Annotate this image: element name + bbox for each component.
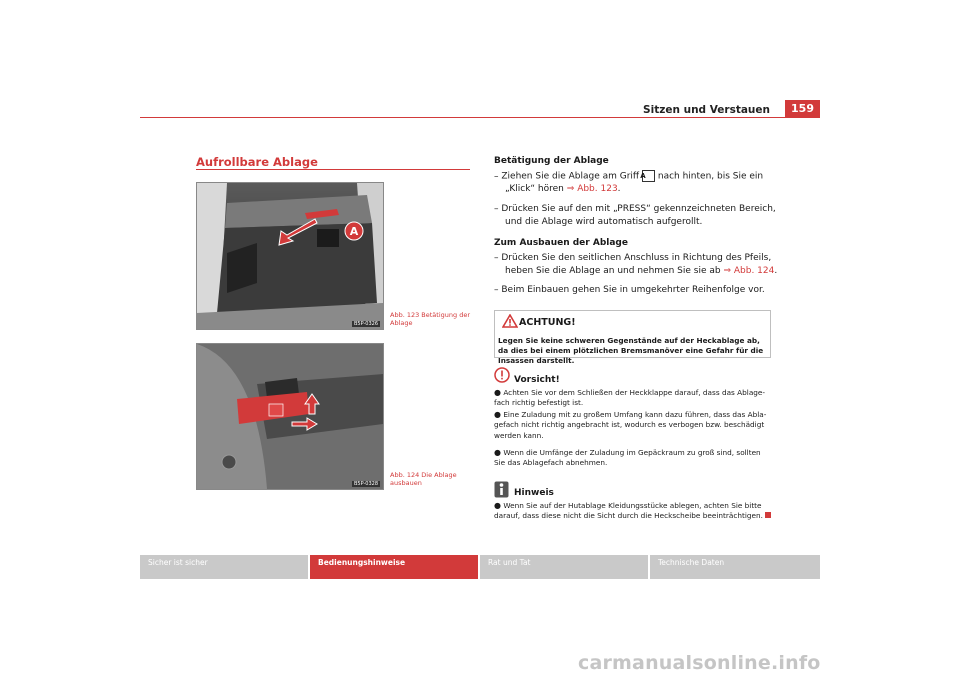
watermark: carmanualsonline.info: [578, 652, 821, 674]
caution-item: ● Achten Sie vor dem Schließen der Heckklappe darauf, dass das Ablage-fach richtig befestigt ist.: [494, 388, 766, 408]
figure-ref-123[interactable]: Abb. 123: [577, 184, 618, 194]
section-title: Aufrollbare Ablage: [196, 155, 318, 169]
warning-triangle-icon: [502, 314, 518, 328]
note-item: ● Wenn Sie auf der Hutablage Kleidungsstücke ablegen, achten Sie bitte darauf, dass diese nicht die Sicht durch die Heckscheibe beeinträchtigen.: [494, 501, 772, 522]
shelf-removal-illustration: [197, 344, 383, 489]
caution-item-text: Achten Sie vor dem Schließen der Heckklappe darauf, dass das Ablage-fach richtig befestigt ist.: [494, 388, 766, 408]
note-item-text: Wenn Sie auf der Hutablage Kleidungsstücke ablegen, achten Sie bitte darauf, dass diese nicht die Sicht durch die Heckscheibe beeinträchtigen.: [494, 501, 763, 521]
page-number: 159: [785, 100, 820, 118]
key-a-icon: A: [642, 170, 655, 182]
caution-item-text: Wenn die Umfänge der Zuladung im Gepäckraum zu groß sind, sollten Sie das Ablagefach abnehmen.: [494, 448, 761, 468]
figure-123-image: [196, 182, 384, 330]
footer-tab-technical-data[interactable]: Technische Daten: [650, 555, 820, 579]
figure-ref-arrow: ⇒: [566, 184, 575, 194]
footer-tab-advice[interactable]: Rat und Tat: [480, 555, 648, 579]
figure-ref-arrow: ⇒: [723, 265, 731, 276]
step-3-text: – Drücken Sie den seitlichen Anschluss in Richtung des Pfeils, heben Sie die Ablage an und nehmen Sie sie ab: [494, 253, 772, 276]
caution-item-text: Eine Zuladung mit zu großem Umfang kann dazu führen, dass das Abla-gefach nicht richtig angebracht ist, wodurch es verbogen bzw. beschädigt werden kann.: [494, 410, 767, 440]
warning-body: Legen Sie keine schweren Gegenstände auf der Heckablage ab, da dies bei einem plötzlichen Bremsmanöver eine Gefahr für die Insassen darstellt.: [498, 336, 764, 365]
end-marker-icon: [765, 512, 771, 518]
figure-124-caption: Abb. 124 Die Ablage ausbauen: [390, 471, 457, 487]
header-rule: [140, 117, 820, 118]
footer-tab-operation[interactable]: Bedienungshinweise: [310, 555, 478, 579]
footer-tab-safety[interactable]: Sicher ist sicher: [140, 555, 308, 579]
figure-123-caption: Abb. 123 Betätigung der Ablage: [390, 311, 471, 327]
trunk-shelf-illustration: [197, 183, 383, 329]
warning-title: ACHTUNG!: [519, 317, 576, 328]
step-1-text-a: – Ziehen Sie die Ablage am Griff: [494, 171, 640, 182]
step-1: – Ziehen Sie die Ablage am Griff A nach hinten, bis Sie ein „Klick“ hören ⇒ Abb. 123.: [494, 171, 764, 194]
figure-marker-a: A: [349, 225, 359, 238]
caution-item: ● Eine Zuladung mit zu großem Umfang kann dazu führen, dass das Abla-gefach nicht richtig angebracht ist, wodurch es verbogen bzw. beschädigt werden kann.: [494, 410, 767, 440]
caution-icon: [494, 367, 510, 383]
step-2: – Drücken Sie auf den mit „PRESS“ gekennzeichneten Bereich, und die Ablage wird automatisch aufgerollt.: [494, 204, 776, 227]
heading-removal: Zum Ausbauen der Ablage: [494, 238, 628, 248]
figure-code: B5P-0328: [353, 481, 378, 487]
note-title: Hinweis: [514, 488, 554, 498]
figure-124-image: [196, 343, 384, 490]
info-note-icon: [494, 481, 509, 498]
figure-ref-124[interactable]: Abb. 124: [733, 265, 775, 276]
step-4: – Beim Einbauen gehen Sie in umgekehrter Reihenfolge vor.: [494, 285, 765, 295]
heading-operation: Betätigung der Ablage: [494, 156, 609, 166]
step-1-text-b: nach hinten, bis Sie ein „Klick“ hören: [505, 171, 764, 194]
caution-title: Vorsicht!: [514, 375, 560, 385]
step-3: – Drücken Sie den seitlichen Anschluss in Richtung des Pfeils, heben Sie die Ablage an und nehmen Sie sie ab ⇒ Abb. 124.: [494, 253, 778, 276]
warning-box: [494, 310, 771, 365]
figure-code: B5P-0326: [353, 321, 378, 327]
page-header-title: Sitzen und Verstauen: [643, 104, 770, 116]
caution-item: ● Wenn die Umfänge der Zuladung im Gepäckraum zu groß sind, sollten Sie das Ablagefach abnehmen.: [494, 448, 761, 468]
section-rule: [196, 169, 470, 170]
